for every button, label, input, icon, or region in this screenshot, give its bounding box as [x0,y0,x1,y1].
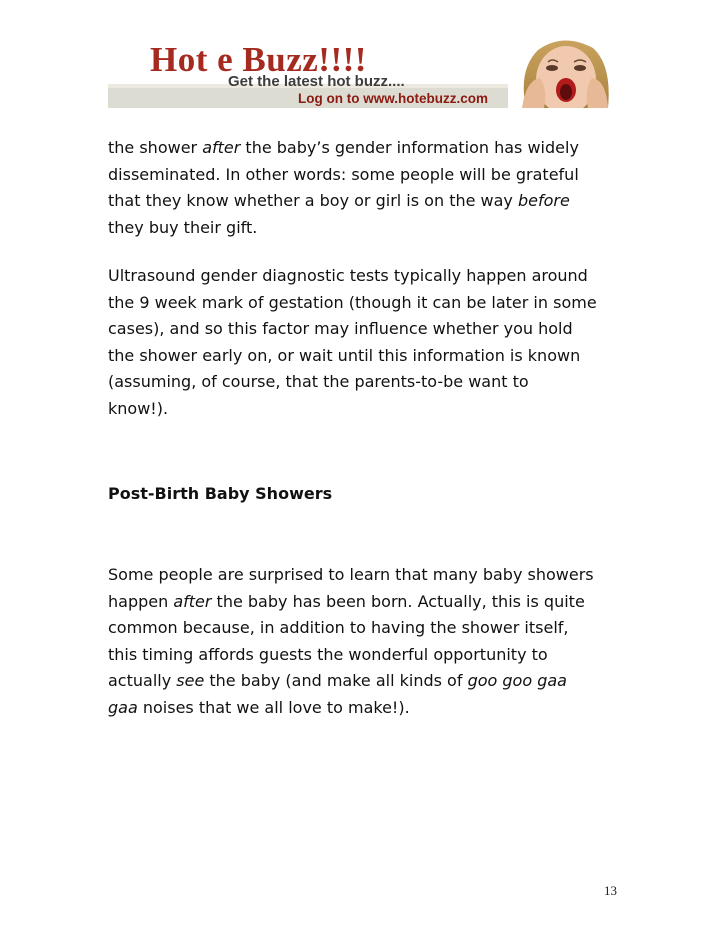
text-line: know!). [108,398,169,418]
text-line: the 9 week mark of gestation (though it can be later in some [108,292,597,312]
paragraph-3 [108,562,628,721]
text-line: Ultrasound gender diagnostic tests typically happen around [108,266,588,285]
woman-face-image [508,40,614,108]
page-number: 13 [604,883,617,898]
text-line: they buy their gift. [108,217,258,237]
text-line: the shower after the baby’s gender information has widely [108,138,579,157]
text-line: actually see the baby (and make all kinds of goo goo gaa [108,671,567,690]
text-line: (assuming, of course, that the parents-to-be want to [108,372,529,391]
banner-title: Hot e Buzz!!!! [150,40,367,79]
text-line: disseminated. In other words: some people will be grateful [108,164,579,184]
text-line: the shower early on, or wait until this information is known [108,345,581,365]
section-heading: Post-Birth Baby Showers [108,484,333,503]
text-line: happen after the baby has been born. Actually, this is quite [108,591,585,611]
text-line: that they know whether a boy or girl is on the way before [108,191,570,210]
text-line: gaa noises that we all love to make!). [108,697,410,717]
paragraph-1 [108,135,628,241]
header-banner [108,40,614,108]
banner-tagline: Get the latest hot buzz.... [228,73,405,90]
text-line: common because, in addition to having the shower itself, [108,618,569,637]
text-line: Some people are surprised to learn that many baby showers [108,565,594,584]
text-line: cases), and so this factor may influence whether you hold [108,319,573,338]
banner-url: Log on to www.hotebuzz.com [298,91,488,106]
text-line: this timing affords guests the wonderful opportunity to [108,644,548,664]
paragraph-2 [108,263,628,422]
